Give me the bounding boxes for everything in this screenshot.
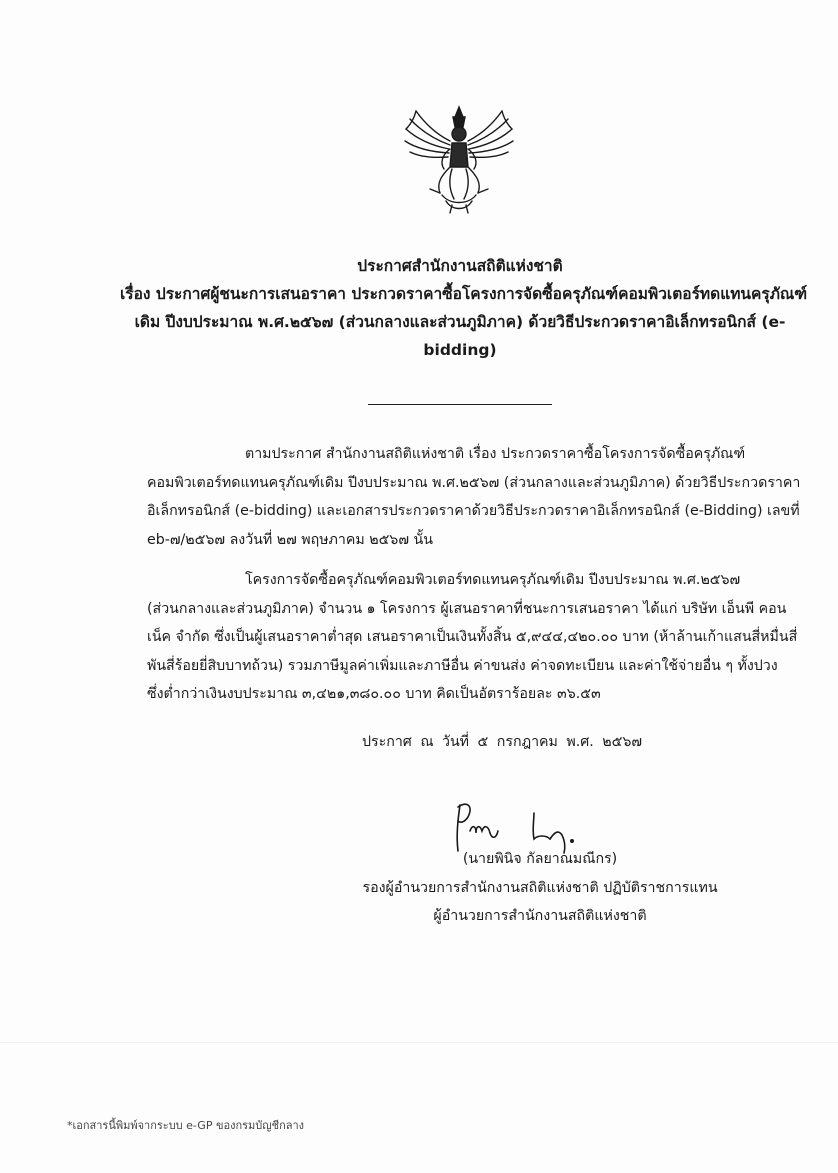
paragraph-2-line-2: (ส่วนกลางและส่วนภูมิภาค) จำนวน ๑ โครงการ ผู้เสนอราคาที่ชนะการเสนอราคา ได้แก่ บริษัท เอ็นพี คอน	[147, 600, 787, 617]
paragraph-1-line-3: อิเล็กทรอนิกส์ (e-bidding) และเอกสารประกวดราคาด้วยวิธีประกวดราคาอิเล็กทรอนิกส์ (e-Bidding) เลขที่	[147, 503, 800, 519]
paragraph-1-line-2: คอมพิวเตอร์ทดแทนครุภัณฑ์เดิม ปีงบประมาณ พ.ศ.๒๕๖๗ (ส่วนกลางและส่วนภูมิภาค) ด้วยวิธีประกวดราคา	[147, 474, 801, 491]
title-block	[120, 252, 808, 364]
paragraph-1-line-1: ตามประกาศ สำนักงานสถิติแห่งชาติ เรื่อง ประกวดราคาซื้อโครงการจัดซื้อครุภัณฑ์	[245, 446, 746, 462]
paragraph-2-line-4: พันสี่ร้อยยี่สิบบาทถ้วน) รวมภาษีมูลค่าเพิ่มและภาษีอื่น ค่าขนส่ง ค่าจดทะเบียน และค่าใช้จ่ายอื่น ๆ ทั้งปวง	[147, 657, 778, 674]
footer-divider	[0, 1042, 838, 1043]
announcement-subject-line-1: เรื่อง ประกาศผู้ชนะการเสนอราคา ประกวดราคาซื้อโครงการจัดซื้อครุภัณฑ์คอมพิวเตอร์ทดแทนครุภัณฑ์	[120, 285, 808, 303]
announcement-subject-line-2: เดิม ปีงบประมาณ พ.ศ.๒๕๖๗ (ส่วนกลางและส่วนภูมิภาค) ด้วยวิธีประกวดราคาอิเล็กทรอนิกส์ (e-	[134, 313, 786, 331]
paragraph-2-line-5: ซึ่งต่ำกว่าเงินงบประมาณ ๓,๔๒๑,๓๘๐.๐๐ บาท คิดเป็นอัตราร้อยละ ๓๖.๕๓	[147, 686, 601, 702]
announcement-date: ประกาศ ณ วันที่ ๕ กรกฎาคม พ.ศ. ๒๕๖๗	[362, 734, 643, 750]
title-divider	[368, 404, 552, 405]
paragraph-2-line-1: โครงการจัดซื้อครุภัณฑ์คอมพิวเตอร์ทดแทนครุภัณฑ์เดิม ปีงบประมาณ พ.ศ.๒๕๖๗	[245, 572, 741, 588]
signatory-block	[330, 845, 750, 931]
announcement-body	[147, 440, 801, 709]
announcement-agency: ประกาศสำนักงานสถิติแห่งชาติ	[357, 257, 563, 275]
paragraph-1-line-4: eb-๗/๒๕๖๗ ลงวันที่ ๒๗ พฤษภาคม ๒๕๖๗ นั้น	[147, 531, 433, 548]
garuda-emblem-icon	[400, 105, 518, 215]
footer-note: *เอกสารนี้พิมพ์จากระบบ e-GP ของกรมบัญชีกลาง	[67, 1119, 305, 1132]
signatory-name: (นายพินิจ กัลยาณมณีกร)	[462, 851, 618, 867]
paragraph-2-line-3: เน็ค จำกัด ซึ่งเป็นผู้เสนอราคาต่ำสุด เสนอราคาเป็นเงินทั้งสิ้น ๕,๙๔๔,๔๒๐.๐๐ บาท (ห้าล้านเก้าแสนสี่หมื่นสี่	[147, 629, 798, 645]
signatory-on-behalf: ผู้อำนวยการสำนักงานสถิติแห่งชาติ	[433, 908, 647, 924]
announcement-subject-line-3: bidding)	[423, 341, 497, 359]
signatory-position: รองผู้อำนวยการสำนักงานสถิติแห่งชาติ ปฏิบัติราชการแทน	[362, 879, 718, 896]
